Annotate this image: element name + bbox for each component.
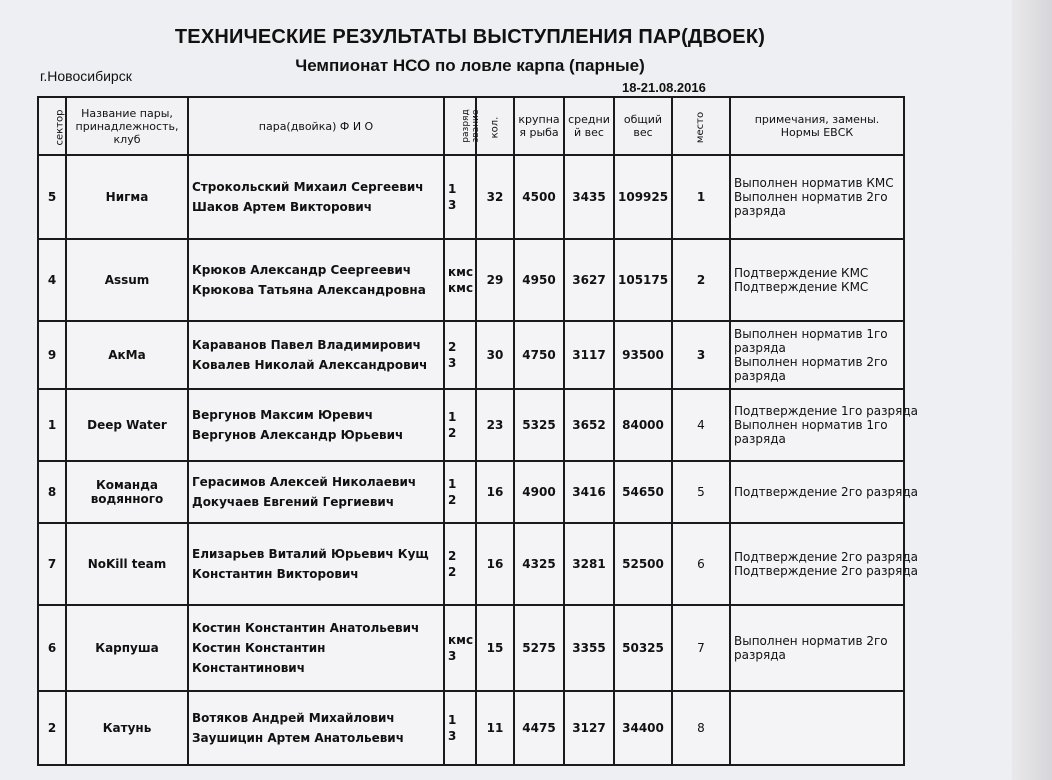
avg-weight-cell: 3627 xyxy=(564,239,614,321)
note-line: Выполнен норматив 2го xyxy=(734,634,888,648)
pair-names-cell: Герасимов Алексей Николаевич Докучаев Евгений Гергиевич xyxy=(188,461,444,523)
count-cell: 23 xyxy=(476,389,514,461)
sector-cell: 8 xyxy=(38,461,66,523)
rank-cell xyxy=(444,523,476,605)
rank-value: кмс xyxy=(448,281,474,295)
count-cell: 30 xyxy=(476,321,514,389)
table-row xyxy=(38,461,904,523)
notes-cell xyxy=(730,155,904,239)
big-fish-cell: 4750 xyxy=(514,321,564,389)
total-weight-cell: 52500 xyxy=(614,523,672,605)
note-line: Подтверждение КМС xyxy=(734,266,869,280)
rank-value: 3 xyxy=(448,198,457,212)
count-cell: 16 xyxy=(476,523,514,605)
table-header-row xyxy=(38,97,904,155)
rank-value: кмс xyxy=(448,633,474,647)
document-subtitle: Чемпионат НСО по ловле карпа (парные) xyxy=(295,56,645,75)
team-name-cell: NoKill team xyxy=(66,523,188,605)
team-name-cell: Нигма xyxy=(66,155,188,239)
place-cell: 1 xyxy=(672,155,730,239)
results-table xyxy=(37,96,918,766)
note-line: Выполнен норматив КМС xyxy=(734,176,894,190)
notes-cell xyxy=(730,239,904,321)
rank-value: 2 xyxy=(448,340,457,354)
notes-cell xyxy=(730,461,918,523)
notes-cell xyxy=(730,605,904,691)
sector-cell: 6 xyxy=(38,605,66,691)
rank-cell xyxy=(444,605,476,691)
place-cell: 3 xyxy=(672,321,730,389)
rank-cell xyxy=(444,239,476,321)
table-row xyxy=(38,155,904,239)
rank-cell xyxy=(444,461,476,523)
count-cell: 29 xyxy=(476,239,514,321)
place-cell: 4 xyxy=(672,389,730,461)
col-fio: пара(двойка) Ф И О xyxy=(188,97,444,155)
note-line: разряда xyxy=(734,341,786,355)
rank-cell xyxy=(444,321,476,389)
table-row xyxy=(38,239,904,321)
rank-value: 2 xyxy=(448,549,457,563)
col-big: крупна я рыба xyxy=(514,97,564,155)
rank-value: 3 xyxy=(448,729,457,743)
pair-names-cell: Караванов Павел Владимирович Ковалев Николай Александрович xyxy=(188,321,444,389)
team-name-cell: Команда водянного xyxy=(66,461,188,523)
count-cell: 16 xyxy=(476,461,514,523)
table-row xyxy=(38,691,904,765)
team-name-cell: АкМа xyxy=(66,321,188,389)
notes-cell xyxy=(730,691,904,765)
sector-cell: 4 xyxy=(38,239,66,321)
team-name-cell: Assum xyxy=(66,239,188,321)
table-row xyxy=(38,523,904,605)
team-name-cell: Карпуша xyxy=(66,605,188,691)
city-label: г.Новосибирск xyxy=(40,68,132,84)
total-weight-cell: 50325 xyxy=(614,605,672,691)
notes-cell xyxy=(730,321,904,389)
note-line: Подтверждение 2го разряда xyxy=(734,550,918,564)
total-weight-cell: 109925 xyxy=(614,155,672,239)
rank-value: 3 xyxy=(448,356,457,370)
note-line: Подтверждение 2го разряда xyxy=(734,564,918,578)
count-cell: 32 xyxy=(476,155,514,239)
rank-value: 2 xyxy=(448,493,457,507)
count-cell: 11 xyxy=(476,691,514,765)
avg-weight-cell: 3416 xyxy=(564,461,614,523)
team-name-cell: Катунь xyxy=(66,691,188,765)
note-line: Подтверждение КМС xyxy=(734,280,869,294)
sector-cell: 5 xyxy=(38,155,66,239)
table-row xyxy=(38,389,904,461)
rank-value: 2 xyxy=(448,565,457,579)
total-weight-cell: 93500 xyxy=(614,321,672,389)
sector-cell: 1 xyxy=(38,389,66,461)
table-row xyxy=(38,321,904,389)
avg-weight-cell: 3117 xyxy=(564,321,614,389)
big-fish-cell: 4475 xyxy=(514,691,564,765)
col-total: общий вес xyxy=(614,97,672,155)
sector-cell: 9 xyxy=(38,321,66,389)
col-avg: средни й вес xyxy=(564,97,614,155)
pair-names-cell: Вотяков Андрей Михайлович Заушицин Артем Анатольевич xyxy=(188,691,444,765)
big-fish-cell: 4500 xyxy=(514,155,564,239)
big-fish-cell: 5325 xyxy=(514,389,564,461)
sector-cell: 7 xyxy=(38,523,66,605)
avg-weight-cell: 3435 xyxy=(564,155,614,239)
pair-names-cell: Елизарьев Виталий Юрьевич Кущ Константин Викторович xyxy=(188,523,444,605)
rank-cell xyxy=(444,691,476,765)
rank-value: 1 xyxy=(448,477,457,491)
note-line: разряда xyxy=(734,204,786,218)
pair-names-cell: Крюков Александр Сеергеевич Крюкова Татьяна Александровна xyxy=(188,239,444,321)
total-weight-cell: 54650 xyxy=(614,461,672,523)
notes-cell xyxy=(730,389,918,461)
total-weight-cell: 34400 xyxy=(614,691,672,765)
note-line: Подтверждение 2го разряда xyxy=(734,485,918,499)
avg-weight-cell: 3652 xyxy=(564,389,614,461)
col-place: место xyxy=(672,97,730,155)
pair-names-cell: Строкольский Михаил Сергеевич Шаков Артем Викторович xyxy=(188,155,444,239)
sector-cell: 2 xyxy=(38,691,66,765)
avg-weight-cell: 3355 xyxy=(564,605,614,691)
rank-value: кмс xyxy=(448,265,474,279)
avg-weight-cell: 3127 xyxy=(564,691,614,765)
col-count: кол. xyxy=(476,97,514,155)
pair-names-cell: Вергунов Максим Юревич Вергунов Александр Юрьевич xyxy=(188,389,444,461)
note-line: Подтверждение 1го разряда xyxy=(734,404,918,418)
pair-names-cell: Костин Константин Анатольевич Костин Константин Константинович xyxy=(188,605,444,691)
note-line: Выполнен норматив 1го xyxy=(734,418,888,432)
col-team: Название пары, принадлежность, клуб xyxy=(66,97,188,155)
count-cell: 15 xyxy=(476,605,514,691)
place-cell: 8 xyxy=(672,691,730,765)
place-cell: 6 xyxy=(672,523,730,605)
total-weight-cell: 84000 xyxy=(614,389,672,461)
note-line: Выполнен норматив 2го xyxy=(734,190,888,204)
rank-cell xyxy=(444,155,476,239)
rank-value: 3 xyxy=(448,649,457,663)
place-cell: 7 xyxy=(672,605,730,691)
place-cell: 5 xyxy=(672,461,730,523)
col-rank: разряд звание xyxy=(444,97,476,155)
big-fish-cell: 4950 xyxy=(514,239,564,321)
team-name-cell: Deep Water xyxy=(66,389,188,461)
date-label: 18-21.08.2016 xyxy=(622,80,706,95)
note-line: Выполнен норматив 1го xyxy=(734,327,888,341)
note-line: разряда xyxy=(734,648,786,662)
big-fish-cell: 4900 xyxy=(514,461,564,523)
rank-cell xyxy=(444,389,476,461)
big-fish-cell: 4325 xyxy=(514,523,564,605)
notes-cell xyxy=(730,523,918,605)
col-sector: сектор xyxy=(38,97,66,155)
rank-value: 1 xyxy=(448,410,457,424)
col-notes: примечания, замены. Нормы ЕВСК xyxy=(730,97,904,155)
note-line: Выполнен норматив 2го xyxy=(734,355,888,369)
rank-value: 1 xyxy=(448,713,457,727)
note-line: разряда xyxy=(734,432,786,446)
rank-value: 1 xyxy=(448,182,457,196)
page-edge xyxy=(1012,0,1052,780)
big-fish-cell: 5275 xyxy=(514,605,564,691)
rank-value: 2 xyxy=(448,426,457,440)
document-title: ТЕХНИЧЕСКИЕ РЕЗУЛЬТАТЫ ВЫСТУПЛЕНИЯ ПАР(ДВОЕК) xyxy=(174,26,766,48)
avg-weight-cell: 3281 xyxy=(564,523,614,605)
note-line: разряда xyxy=(734,369,786,383)
place-cell: 2 xyxy=(672,239,730,321)
table-row xyxy=(38,605,904,691)
total-weight-cell: 105175 xyxy=(614,239,672,321)
